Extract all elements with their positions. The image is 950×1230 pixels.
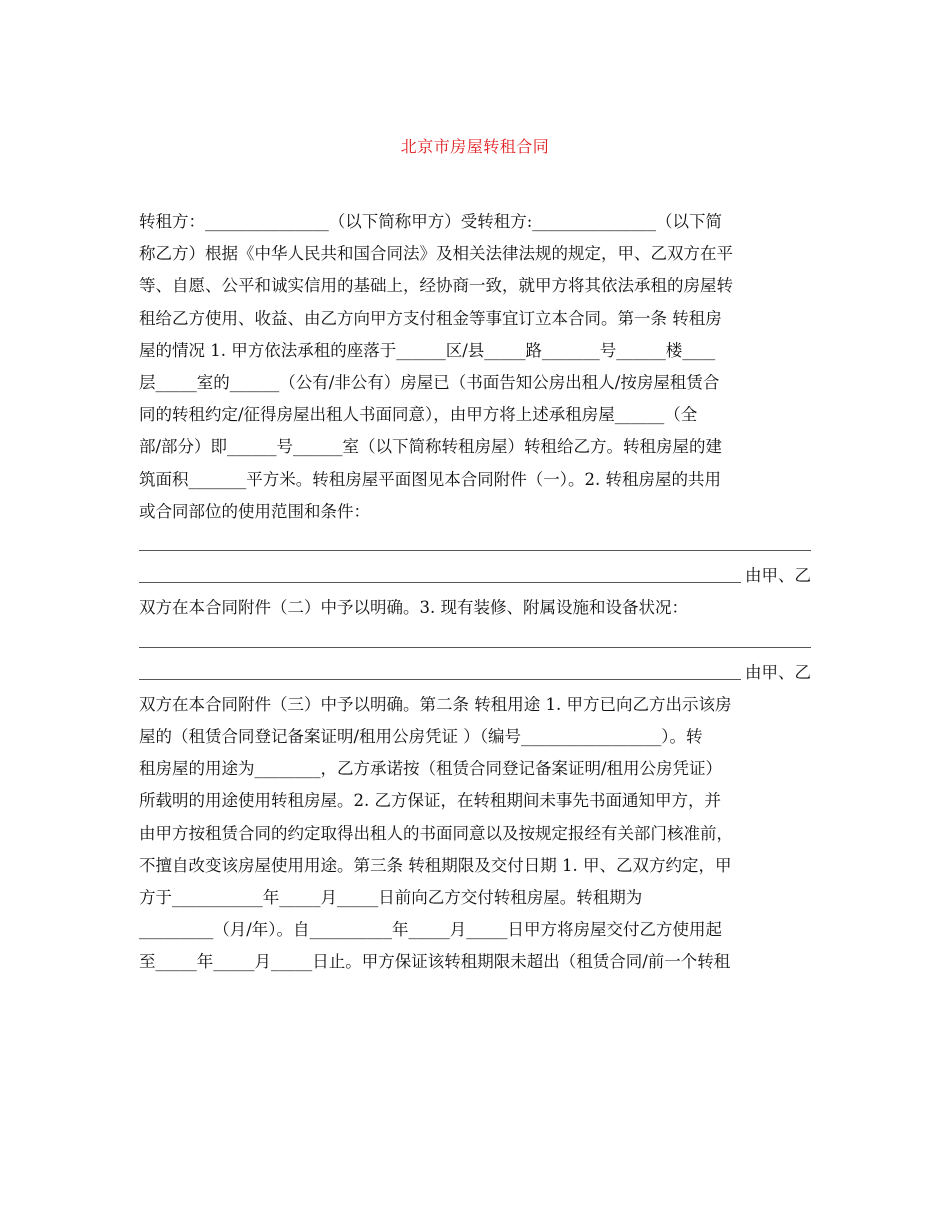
paragraph-line: 不擅自改变该房屋使用用途。第三条 转租期限及交付日期 1. 甲、乙双方约定，甲 — [139, 855, 732, 875]
paragraph-line: 等、自愿、公平和诚实信用的基础上，经协商一致，就甲方将其依法承租的房屋转 — [139, 276, 733, 296]
blank-fill-line — [139, 657, 811, 689]
blank-fill-line — [139, 528, 811, 560]
paragraph-line: 所载明的用途使用转租房屋。2. 乙方保证，在转租期间未事先书面通知甲方，并 — [139, 791, 721, 811]
blank-fill-line — [139, 624, 811, 656]
paragraph-line: 租房屋的用途为________，乙方承诺按（租赁合同登记备案证明/租用公房凭证） — [139, 759, 723, 779]
paragraph-line: 筑面积_______平方米。转租房屋平面图见本合同附件（一）。2. 转租房屋的共用 — [139, 469, 721, 489]
paragraph-line: 同的转租约定/征得房屋出租人书面同意），由甲方将上述承租房屋______（全 — [139, 405, 698, 425]
blank-fill-line — [139, 560, 811, 592]
paragraph-line: 租给乙方使用、收益、由乙方向甲方支付租金等事宜订立本合同。第一条 转租房 — [139, 308, 722, 328]
paragraph-line: 方于___________年_____月_____日前向乙方交付转租房屋。转租期为 — [139, 887, 643, 907]
document-body — [139, 206, 811, 979]
paragraph-line: 层_____室的______（公有/非公有）房屋已（书面告知公房出租人/按房屋租赁合 — [139, 372, 720, 392]
document-title: 北京市房屋转租合同 — [400, 137, 550, 156]
paragraph-line: 部/部分）即______号______室（以下简称转租房屋）转租给乙方。转租房屋的建 — [139, 437, 723, 457]
paragraph-line: 双方在本合同附件（三）中予以明确。第二条 转租用途 1. 甲方已向乙方出示该房 — [139, 694, 732, 714]
paragraph-line: 称乙方）根据《中华人民共和国合同法》及相关法律法规的规定，甲、乙双方在平 — [139, 244, 733, 264]
paragraph-line: 转租方：_______________（以下简称甲方）受转租方:_______________（以下简 — [139, 212, 723, 231]
paragraph-text: 由甲、乙 — [745, 566, 811, 586]
paragraph-line: 或合同部位的使用范围和条件： — [139, 501, 370, 521]
paragraph-text: 由甲、乙 — [745, 662, 811, 682]
paragraph-line: 屋的情况 1. 甲方依法承租的座落于______区/县_____路_______号______楼____ — [139, 340, 716, 360]
paragraph-line: 屋的（租赁合同登记备案证明/租用公房凭证 ）（编号_________________）。转 — [139, 727, 703, 746]
paragraph-line: 至_____年_____月_____日止。甲方保证该转租期限未超出（租赁合同/前一个转租 — [139, 952, 731, 972]
paragraph-line: 双方在本合同附件（二）中予以明确。3. 现有装修、附属设施和设备状况： — [139, 598, 688, 618]
paragraph-line: 由甲方按租赁合同的约定取得出租人的书面同意以及按规定报经有关部门核准前， — [139, 823, 733, 843]
paragraph-line: _________（月/年）。自__________年_____月_____日甲方将房屋交付乙方使用起 — [139, 920, 723, 940]
